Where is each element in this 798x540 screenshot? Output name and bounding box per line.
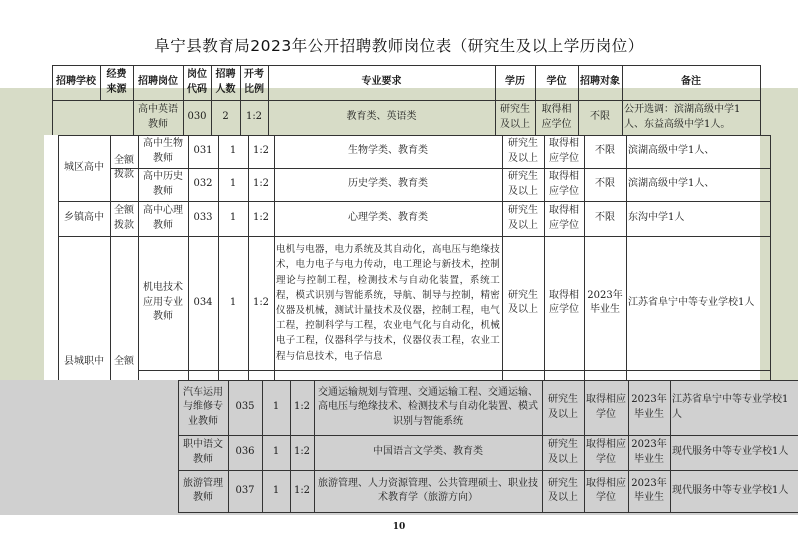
header-count: 招聘人数 <box>215 69 236 95</box>
grid-line <box>760 65 761 135</box>
grid-line <box>770 135 771 380</box>
row-036-count: 1 <box>272 446 280 458</box>
row-036-ratio: 1:2 <box>293 446 311 458</box>
row-030-code: 030 <box>187 111 207 123</box>
row-031-remarks: 滨湖高级中学1人、 <box>628 145 715 157</box>
row-031-major: 生物学类、教育类 <box>348 145 428 157</box>
row-032-target: 不限 <box>595 178 615 190</box>
row-033-count: 1 <box>229 212 237 224</box>
row-032-remarks: 滨湖高级中学1人、 <box>628 178 715 190</box>
grid-line <box>138 370 770 371</box>
row-030-position: 高中英语教师 <box>138 104 178 130</box>
row-037-degree: 取得相应学位 <box>586 477 626 503</box>
row-030-count: 2 <box>222 111 229 123</box>
row-032-ratio: 1:2 <box>252 178 270 190</box>
row-037-code: 037 <box>235 484 255 496</box>
header-position: 招聘岗位 <box>138 76 178 88</box>
header-target: 招聘对象 <box>580 76 620 88</box>
grid-line <box>178 512 798 513</box>
row-037-remarks: 现代服务中等专业学校1人 <box>672 484 789 496</box>
row-030-major: 教育类、英语类 <box>346 111 417 123</box>
row-031-target: 不限 <box>595 145 615 157</box>
row-031-position: 高中生物教师 <box>143 138 183 164</box>
header-ratio: 开考比例 <box>244 69 264 95</box>
row-037-education: 研究生及以上 <box>548 477 578 503</box>
row-034-code: 034 <box>193 296 213 308</box>
header-school: 招聘学校 <box>56 76 96 88</box>
row-031-code: 031 <box>193 145 213 157</box>
grid-line <box>52 65 760 66</box>
scan-tint-left <box>0 135 44 380</box>
row-030-target: 不限 <box>590 111 610 123</box>
row-035-ratio: 1:2 <box>293 401 311 413</box>
row-032-education: 研究生及以上 <box>508 171 538 197</box>
row-037-count: 1 <box>272 484 280 496</box>
row-036-position: 职中语文教师 <box>183 439 223 465</box>
page-title: 阜宁县教育局2023年公开招聘教师岗位表（研究生及以上学历岗位） <box>154 37 644 55</box>
row-031-ratio: 1:2 <box>252 145 270 157</box>
row-033-degree: 取得相应学位 <box>549 205 579 231</box>
row-033-target: 不限 <box>595 212 615 224</box>
header-remarks: 备注 <box>681 76 701 88</box>
row-032-code: 032 <box>193 178 213 190</box>
row-034-degree: 取得相应学位 <box>549 289 579 315</box>
row-037-major: 旅游管理、人力资源管理、公共管理硕士、职业技术教育学（旅游方向） <box>318 477 538 503</box>
row-033-remarks: 东沟中学1人 <box>628 212 685 224</box>
row-032-count: 1 <box>229 178 237 190</box>
page-number: 10 <box>392 522 406 532</box>
row-036-code: 036 <box>235 446 255 458</box>
row-031-count: 1 <box>229 145 237 157</box>
row-034-ratio: 1:2 <box>252 296 270 308</box>
row-036-education: 研究生及以上 <box>548 439 578 465</box>
row-032-position: 高中历史教师 <box>143 171 183 197</box>
funding-zhizhong: 全额 <box>114 356 134 368</box>
row-030-degree: 取得相应学位 <box>541 104 572 130</box>
row-032-degree: 取得相应学位 <box>549 171 579 197</box>
row-035-count: 1 <box>272 401 280 413</box>
row-034-major: 电机与电器，电力系统及其自动化，高电压与绝缘技术，电力电子与电力传动，电工理论与新技术，控制理论与控制工程，检测技术与自动化装置，系统工程，模式识别与智能系统，导航、制导与控制，精密仪器及机械，测试计量技术及仪器，控制工程，电气工程，控制科学与工程，农业电气化与自动化，机械电子工程，仪器科学与技术，仪器仪表工程，农业工程与信息技术，电子信息 <box>276 244 500 362</box>
row-033-ratio: 1:2 <box>252 212 270 224</box>
header-degree: 学位 <box>546 76 567 88</box>
funding-xiangzhen: 全额拨款 <box>114 205 134 231</box>
school-zhizhong: 县城职中 <box>64 356 104 368</box>
row-034-remarks: 江苏省阜宁中等专业学校1人 <box>628 296 755 308</box>
row-034-count: 1 <box>229 296 237 308</box>
header-code: 岗位代码 <box>187 69 207 95</box>
row-035-major: 交通运输规划与管理、交通运输工程、交通运输、高电压与绝缘技术、检测技术与自动化装置、模式识别与智能系统 <box>318 386 538 427</box>
header-funding: 经费来源 <box>106 69 127 95</box>
row-036-major: 中国语言文学类、教育类 <box>373 446 483 458</box>
row-037-position: 旅游管理教师 <box>183 477 223 503</box>
row-033-education: 研究生及以上 <box>508 205 538 231</box>
row-033-position: 高中心理教师 <box>143 205 183 231</box>
row-030-ratio: 1:2 <box>245 111 263 123</box>
row-033-major: 心理学类、教育类 <box>348 212 428 224</box>
grid-line <box>100 65 101 100</box>
row-036-degree: 取得相应学位 <box>586 439 626 465</box>
row-033-code: 033 <box>193 212 213 224</box>
row-035-education: 研究生及以上 <box>548 394 578 420</box>
header-major: 专业要求 <box>361 76 402 88</box>
row-037-target: 2023年毕业生 <box>631 477 667 503</box>
row-034-position: 机电技术应用专业教师 <box>143 282 183 323</box>
row-037-ratio: 1:2 <box>293 484 311 496</box>
row-031-education: 研究生及以上 <box>508 138 538 164</box>
funding-chengqu: 全额拨款 <box>114 154 134 180</box>
row-036-remarks: 现代服务中等专业学校1人 <box>672 446 789 458</box>
row-034-target: 2023年毕业生 <box>587 289 623 315</box>
grid-line <box>52 65 53 135</box>
row-035-remarks: 江苏省阜宁中等专业学校1人 <box>672 394 789 420</box>
row-032-major: 历史学类、教育类 <box>348 178 428 190</box>
row-036-target: 2023年毕业生 <box>631 439 667 465</box>
row-035-code: 035 <box>235 401 255 413</box>
school-xiangzhen: 乡镇高中 <box>64 212 104 224</box>
row-030-remarks: 公开选调：滨湖高级中学1人、东益高级中学1人。 <box>624 104 741 130</box>
school-chengqu: 城区高中 <box>64 161 104 173</box>
row-035-degree: 取得相应学位 <box>586 394 626 420</box>
header-education: 学历 <box>505 76 525 88</box>
row-031-degree: 取得相应学位 <box>549 138 579 164</box>
row-035-position: 汽车运用与维修专业教师 <box>183 386 223 427</box>
row-034-education: 研究生及以上 <box>508 289 538 315</box>
row-035-target: 2023年毕业生 <box>631 394 667 420</box>
row-030-education: 研究生及以上 <box>500 104 530 130</box>
